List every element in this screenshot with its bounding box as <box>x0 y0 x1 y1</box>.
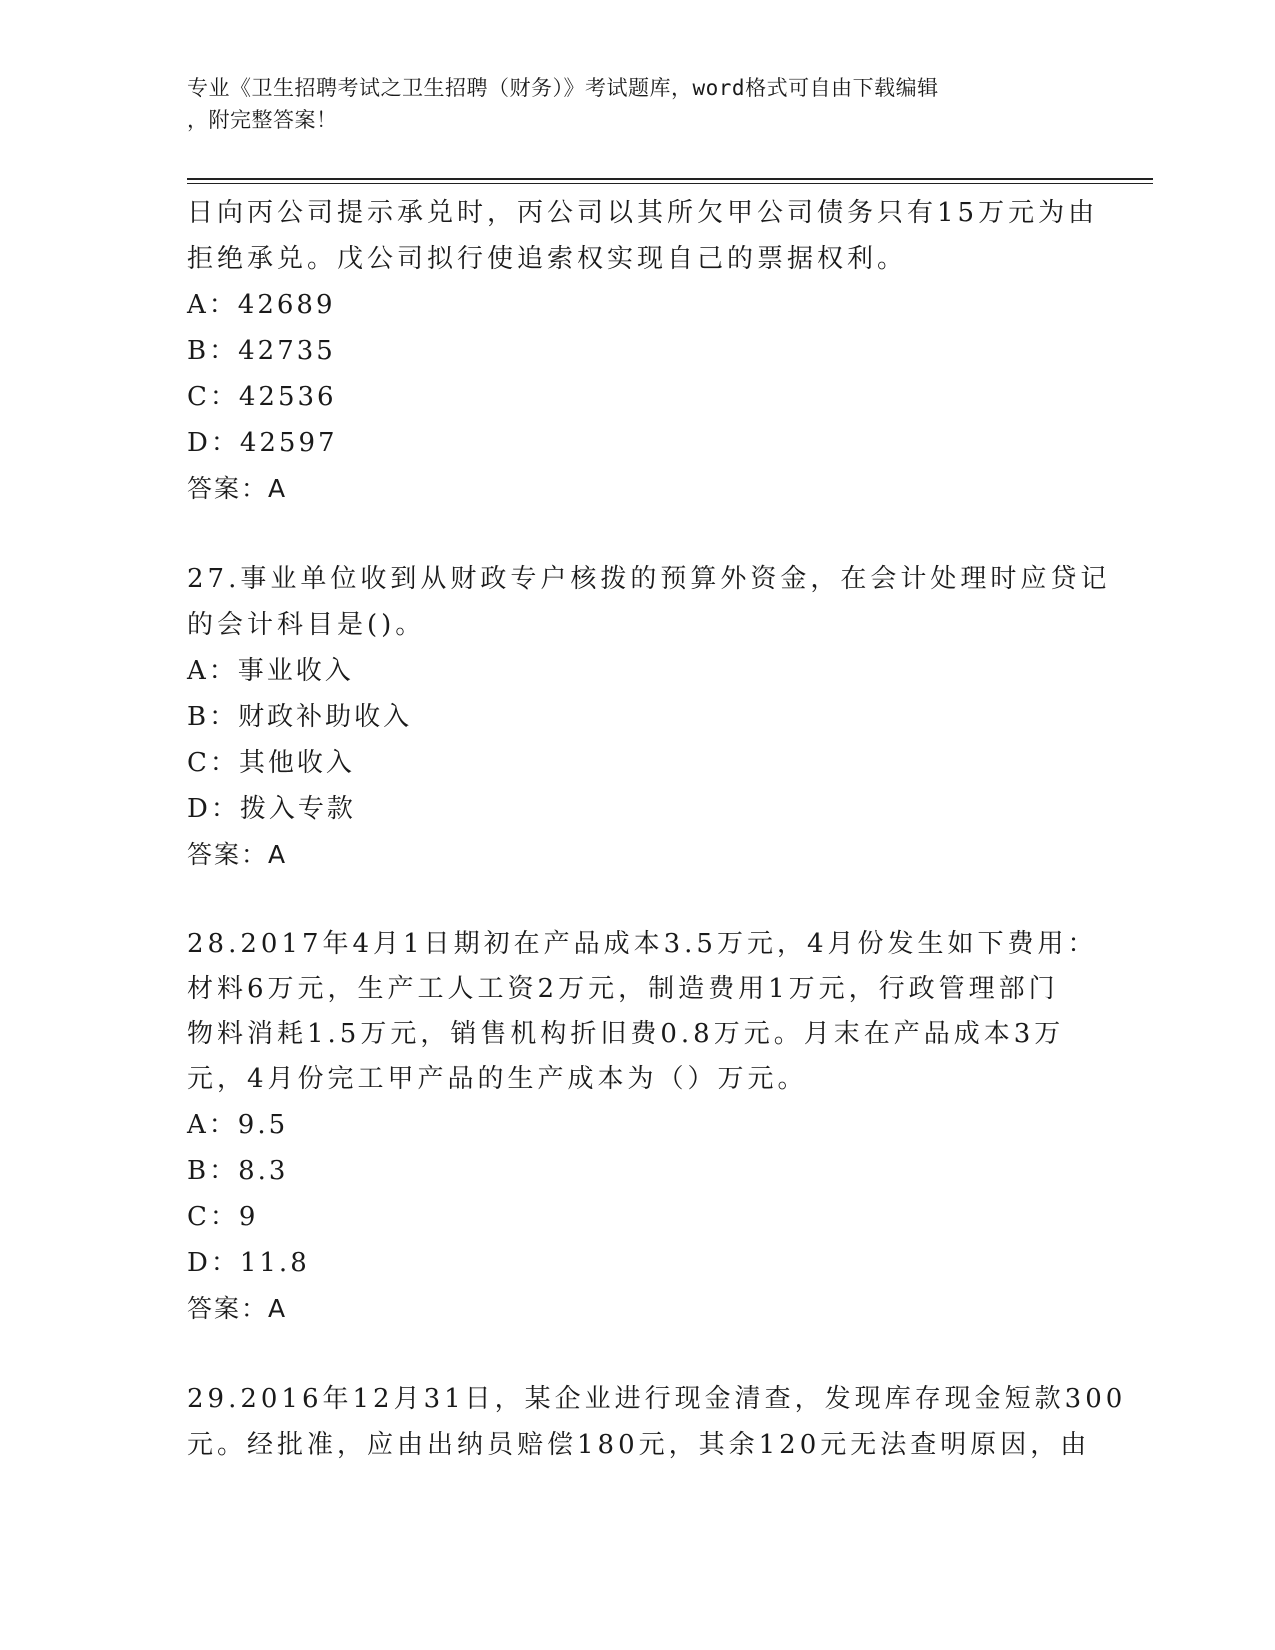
question-text-line: 拒绝承兑。戊公司拟行使追索权实现自己的票据权利。 <box>187 244 908 274</box>
answer-label: 答案：A <box>187 474 288 503</box>
question-text-line: 日向丙公司提示承兑时，丙公司以其所欠甲公司债务只有15万元为由 <box>187 198 1099 228</box>
header-line-1: 专业《卫生招聘考试之卫生招聘（财务）》考试题库，word格式可自由下载编辑 <box>187 76 939 100</box>
document-header <box>187 72 1067 136</box>
option-a: A：42689 <box>187 290 336 320</box>
spacer <box>187 878 1077 922</box>
question-text-line: 27.事业单位收到从财政专户核拨的预算外资金，在会计处理时应贷记 <box>187 564 1111 594</box>
question-text-line: 的会计科目是()。 <box>187 610 426 640</box>
header-line-2: ，附完整答案！ <box>187 108 338 132</box>
option-b: B：财政补助收入 <box>187 702 413 732</box>
question-text-line: 28.2017年4月1日期初在产品成本3.5万元，4月份发生如下费用： <box>187 929 1098 959</box>
option-d: D：拨入专款 <box>187 794 356 824</box>
option-a: A：事业收入 <box>187 656 354 686</box>
answer-label: 答案：A <box>187 1294 288 1323</box>
question-text-line: 材料6万元，生产工人工资2万元，制造费用1万元，行政管理部门 <box>187 974 1059 1004</box>
question-29 <box>187 1376 1127 1468</box>
option-d: D：42597 <box>187 428 338 458</box>
question-text-line: 29.2016年12月31日，某企业进行现金清查，发现库存现金短款300 <box>187 1384 1127 1414</box>
option-c: C：其他收入 <box>187 748 355 778</box>
question-text-line: 物料消耗1.5万元，销售机构折旧费0.8万元。月末在产品成本3万 <box>187 1019 1065 1049</box>
option-a: A：9.5 <box>187 1110 289 1140</box>
option-b: B：42735 <box>187 336 336 366</box>
question-text-line: 元。经批准，应由出纳员赔偿180元，其余120元无法查明原因，由 <box>187 1430 1091 1460</box>
question-text-line: 元，4月份完工甲产品的生产成本为（）万元。 <box>187 1064 808 1094</box>
option-d: D：11.8 <box>187 1248 310 1278</box>
header-divider-thick <box>187 178 1153 180</box>
option-b: B：8.3 <box>187 1156 289 1186</box>
spacer <box>187 512 1077 556</box>
question-content <box>187 190 1127 1468</box>
option-c: C：9 <box>187 1202 259 1232</box>
question-28 <box>187 922 1098 1332</box>
answer-label: 答案：A <box>187 840 288 869</box>
question-27 <box>187 556 1111 878</box>
header-divider-thin <box>187 183 1153 184</box>
question-26-continued <box>187 190 1099 512</box>
option-c: C：42536 <box>187 382 337 412</box>
spacer <box>187 1332 1077 1376</box>
